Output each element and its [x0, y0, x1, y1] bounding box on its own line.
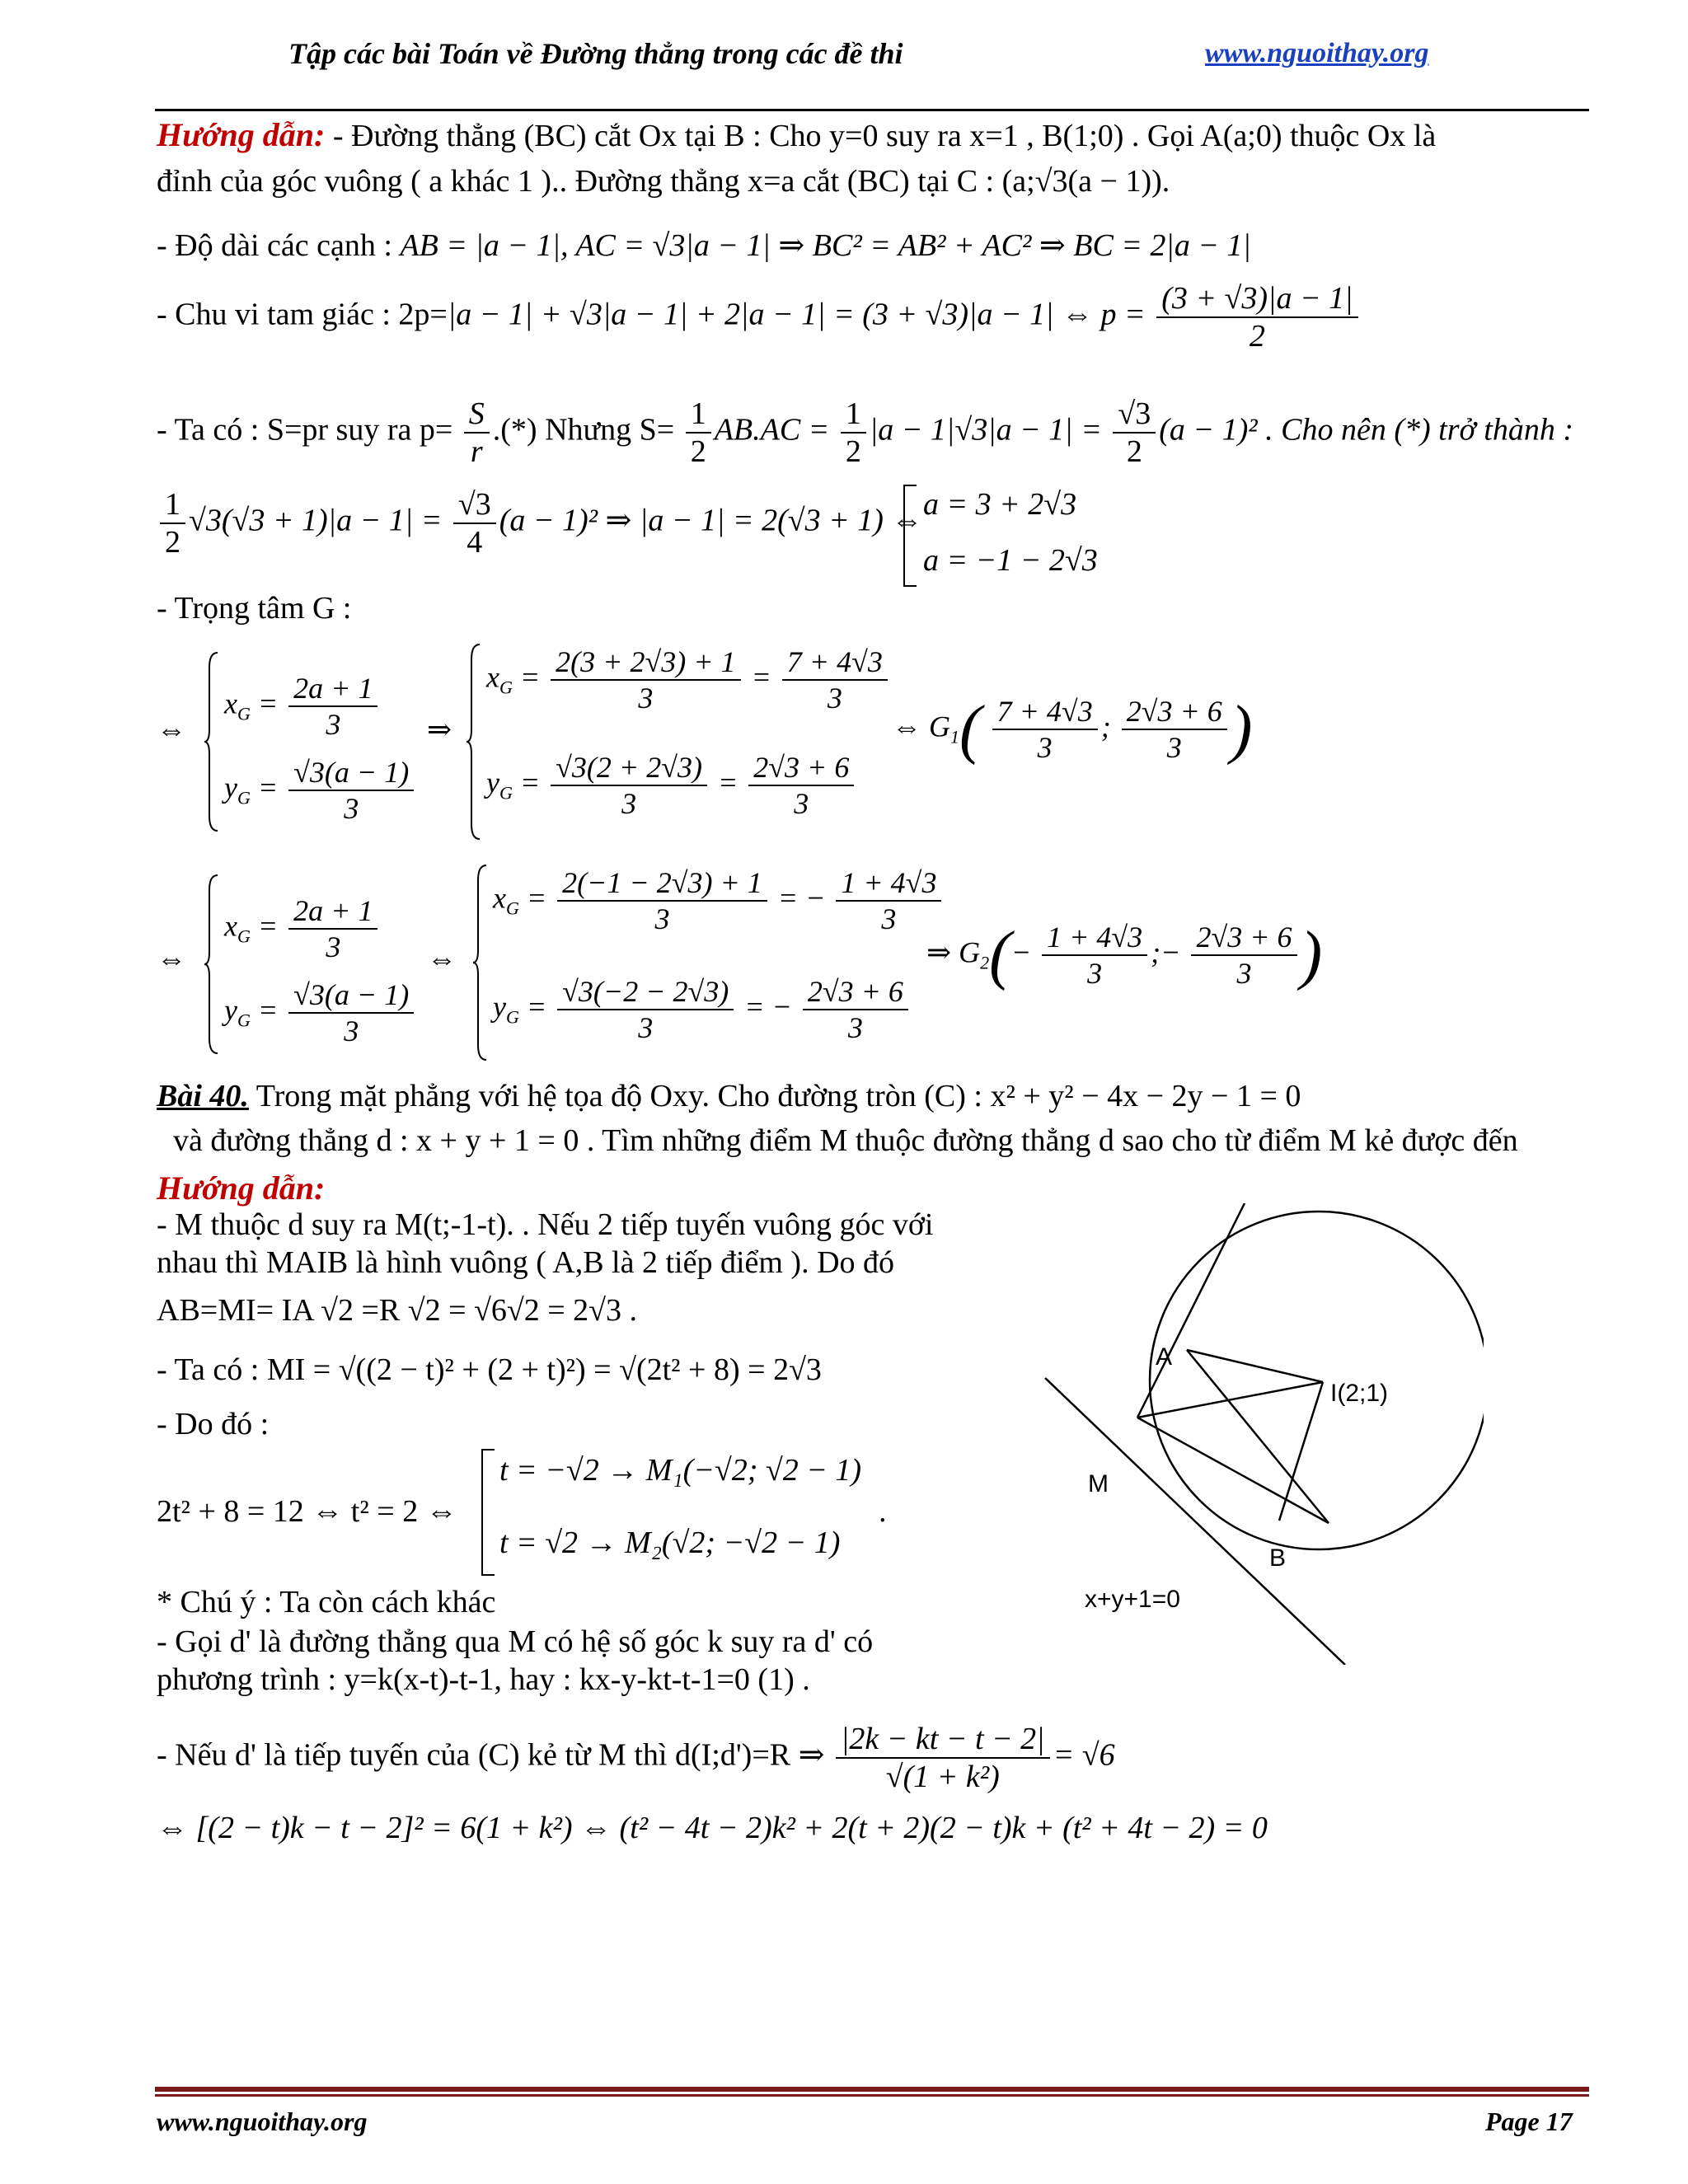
half-fraction-2: $\frac{1}{2}$ — [841, 396, 866, 470]
centroid-label: - Trọng tâm G : — [157, 591, 352, 626]
left-brace — [204, 651, 219, 832]
t-solution-bracket — [481, 1449, 495, 1576]
equation-line: $\frac{1}{2}$ √3(√3 + 1)|a − 1| = $\frac{√3}{4}$ (a − 1)² ⇒ |a − 1| = 2(√3 + 1) ⇔ — [157, 486, 922, 560]
solution-p3: AB=MI= IA √2 =R √2 = √6√2 = 2√3 . — [157, 1293, 638, 1328]
solution-p5: - Do đó : — [157, 1407, 270, 1441]
s-over-r: $\frac{S}{r}$ — [464, 396, 490, 470]
half-fraction: $\frac{1}{2}$ — [686, 396, 711, 470]
solution-2: a = −1 − 2√3 — [923, 543, 1098, 578]
hint-label-2: Hướng dẫn: — [157, 1169, 326, 1207]
solution-p6: 2t² + 8 = 12 ⇔ t² = 2 ⇔ — [157, 1494, 457, 1529]
header-title: Tập các bài Toán về Đường thẳng trong các đề thi — [288, 37, 903, 70]
solution-bracket — [903, 485, 917, 587]
footer-divider-2 — [155, 2094, 1589, 2097]
label-m: M — [1088, 1470, 1109, 1497]
label-b: B — [1269, 1544, 1287, 1572]
line-d — [1045, 1378, 1345, 1665]
hint-line-1 — [157, 115, 1436, 154]
label-line: x+y+1=0 — [1085, 1586, 1180, 1613]
p-fraction: $\frac{(3 + √3)|a - 1|}{2}$ — [1156, 280, 1357, 354]
segment-ib — [1279, 1382, 1323, 1521]
problem-40-line-2: và đường thẳng d : x + y + 1 = 0 . Tìm những điểm M thuộc đường thẳng d sao cho từ điểm M kẻ được đến — [173, 1123, 1518, 1158]
area-line: - Ta có : S=pr suy ra p= $\frac{S}{r}$ .(*) Nhưng S= $\frac{1}{2}$ AB.AC = $\frac{1}{2}$ |a − 1|√3|a − 1| = $\frac{√3}{2}$ (a − 1)² . Cho nên (*) trở thành : — [157, 396, 1573, 469]
t-solution-1: t = −√2 → M₁(−√2; √2 − 1) — [499, 1453, 862, 1488]
label-a: A — [1156, 1343, 1173, 1371]
tangent-condition: - Nếu d' là tiếp tuyến của (C) kẻ từ M thì d(I;d')=R ⇒ $\frac{|2k - kt - t - 2|}{\text{√(1 + k²)}}$ = √6 — [157, 1722, 1115, 1794]
perimeter-formula: |a − 1| + √3|a − 1| + 2|a − 1| = (3 + √3)|a − 1| ⇔ p = — [447, 297, 1146, 332]
solution-1: a = 3 + 2√3 — [923, 487, 1077, 522]
hint-text-1: - Đường thẳng (BC) cắt Ox tại B : Cho y=0 suy ra x=1 , B(1;0) . Gọi A(a;0) thuộc Ox là — [325, 119, 1437, 153]
g2-result: ⇒ $G_2(-$ $\frac{1 + 4√3}{3}$ ;− $\frac{2√3 + 6}{3}$ ) — [926, 919, 1323, 991]
centroid-system-2: ⇔ $x_G$ = $\frac{2a + 1}{3}$ $y_G$ = $\frac{√3(a - 1)}{3}$ ⇔ $x_G$ = $\frac{2(-1 - 2√3) + 1}{3}$ = − $\frac{1 + 4√3}{3}$ $y_G$ = $\frac{√3(-2 - 2√3)}{3}$ = − $\frac{2√3 + 6}{3}$ ⇒ $G_2(-$ $\frac{1 + 4√3}{3}$ ;− $\frac{2√3 + 6}{3}$ ) — [157, 860, 1393, 1066]
footer-divider — [155, 2087, 1589, 2092]
hint-line-2: đỉnh của góc vuông ( a khác 1 ).. Đường thẳng x=a cắt (BC) tại C : (a;√3(a − 1)). — [157, 164, 1170, 199]
segment-ab — [1187, 1350, 1329, 1523]
problem-40-title: Bài 40. — [157, 1079, 249, 1113]
label-i: I(2;1) — [1330, 1380, 1389, 1407]
perimeter-label: - Chu vi tam giác : 2p= — [157, 297, 448, 332]
sqrt3-quarter: $\frac{√3}{4}$ — [453, 486, 496, 560]
header-link[interactable]: www.nguoithay.org — [1205, 38, 1429, 68]
xg-fraction: $\frac{2a + 1}{3}$ — [288, 671, 377, 742]
final-equation: ⇔ [(2 − t)k − t − 2]² = 6(1 + k²) ⇔ (t² − 4t − 2)k² + 2(t + 2)(2 − t)k + (t² + 4t − 2) = 0 — [157, 1811, 1268, 1845]
left-brace-2 — [467, 643, 481, 841]
method2-line-2: phương trình : y=k(x-t)-t-1, hay : kx-y-kt-t-1=0 (1) . — [157, 1662, 810, 1697]
solution-p4: - Ta có : MI = √((2 − t)² + (2 + t)²) = √(2t² + 8) = 2√3 — [157, 1352, 822, 1387]
yg-fraction: $\frac{√3(a - 1)}{3}$ — [288, 755, 414, 826]
header-divider — [155, 109, 1589, 111]
g1-result: ⇔ $G_1$( $\frac{7 + 4√3}{3}$ ; $\frac{2√3 + 6}{3}$ ) — [892, 693, 1253, 766]
problem-40-line-1: Bài 40. Trong mặt phẳng với hệ tọa độ Oxy. Cho đường tròn (C) : x² + y² − 4x − 2y − 1 = 0 — [157, 1079, 1301, 1113]
side-lengths-line — [157, 227, 1251, 264]
segment-mi — [1137, 1382, 1323, 1418]
solution-p1: - M thuộc d suy ra M(t;-1-t). . Nếu 2 tiếp tuyến vuông góc với — [157, 1207, 934, 1242]
footer-link[interactable]: www.nguoithay.org — [157, 2107, 368, 2136]
side-lengths-label: - Độ dài các cạnh : — [157, 228, 401, 263]
centroid-system-1: ⇔ $x_G$ = $\frac{2a + 1}{3}$ $y_G$ = $\frac{√3(a - 1)}{3}$ ⇒ $x_G$ = $\frac{2(3 + 2√3) + 1}{3}$ = $\frac{7 + 4√3}{3}$ $y_G$ = $\frac{√3(2 + 2√3)}{3}$ = $\frac{2√3 + 6}{3}$ ⇔ $G_1$( $\frac{7 + 4√3}{3}$ ; $\frac{2√3 + 6}{3}$ ) — [157, 643, 1311, 841]
solution-p2: nhau thì MAIB là hình vuông ( A,B là 2 tiếp điểm ). Do đó — [157, 1245, 895, 1280]
t-solution-2: t = √2 → M₂(√2; −√2 − 1) — [499, 1526, 841, 1560]
hint-label: Hướng dẫn: — [157, 116, 326, 153]
side-lengths-formula: AB = |a − 1|, AC = √3|a − 1| ⇒ BC² = AB² + AC² ⇒ BC = 2|a − 1| — [400, 228, 1251, 263]
note-line: * Chú ý : Ta còn cách khác — [157, 1585, 496, 1619]
half-fraction-3: $\frac{1}{2}$ — [160, 486, 185, 560]
tangent-a — [1137, 1203, 1245, 1418]
segment-ai — [1187, 1350, 1323, 1382]
geometry-figure — [1022, 1203, 1484, 1665]
perimeter-line — [157, 280, 1362, 354]
method2-line-1: - Gọi d' là đường thẳng qua M có hệ số góc k suy ra d' có — [157, 1624, 874, 1659]
distance-fraction: $\frac{|2k - kt - t - 2|}{\text{√(1 + k²)}}$ — [836, 1721, 1050, 1795]
page-number: Page 17 — [1485, 2107, 1573, 2136]
sqrt3-half: $\frac{√3}{2}$ — [1113, 396, 1156, 470]
tangent-b — [1137, 1418, 1329, 1523]
